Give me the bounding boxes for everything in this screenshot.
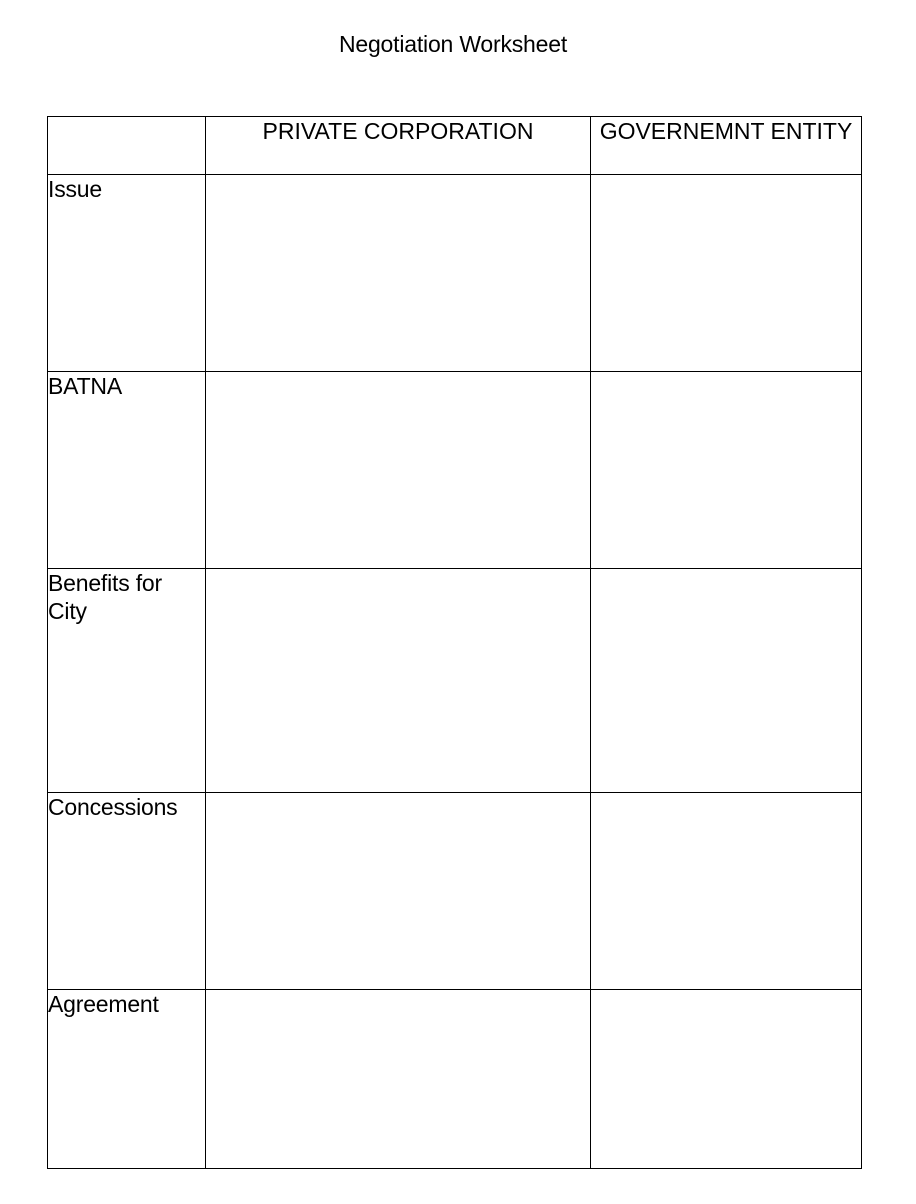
header-government-entity: GOVERNEMNT ENTITY xyxy=(591,117,862,175)
row-label-batna: BATNA xyxy=(48,372,206,569)
cell-issue-private[interactable] xyxy=(206,175,591,372)
table-header-row xyxy=(48,117,862,175)
cell-batna-government[interactable] xyxy=(591,372,862,569)
cell-agreement-private[interactable] xyxy=(206,990,591,1169)
cell-benefits-private[interactable] xyxy=(206,569,591,793)
table-row xyxy=(48,990,862,1169)
cell-batna-private[interactable] xyxy=(206,372,591,569)
cell-concessions-private[interactable] xyxy=(206,793,591,990)
negotiation-table xyxy=(47,116,862,1169)
row-label-agreement: Agreement xyxy=(48,990,206,1169)
table-row xyxy=(48,372,862,569)
page-title: Negotiation Worksheet xyxy=(338,31,568,57)
row-label-concessions: Concessions xyxy=(48,793,206,990)
table-row xyxy=(48,569,862,793)
header-corner-cell xyxy=(48,117,206,175)
row-label-benefits: Benefits for City xyxy=(48,569,206,793)
header-private-corporation: PRIVATE CORPORATION xyxy=(206,117,591,175)
cell-benefits-government[interactable] xyxy=(591,569,862,793)
table-row xyxy=(48,793,862,990)
row-label-issue: Issue xyxy=(48,175,206,372)
table-row xyxy=(48,175,862,372)
cell-concessions-government[interactable] xyxy=(591,793,862,990)
cell-issue-government[interactable] xyxy=(591,175,862,372)
cell-agreement-government[interactable] xyxy=(591,990,862,1169)
